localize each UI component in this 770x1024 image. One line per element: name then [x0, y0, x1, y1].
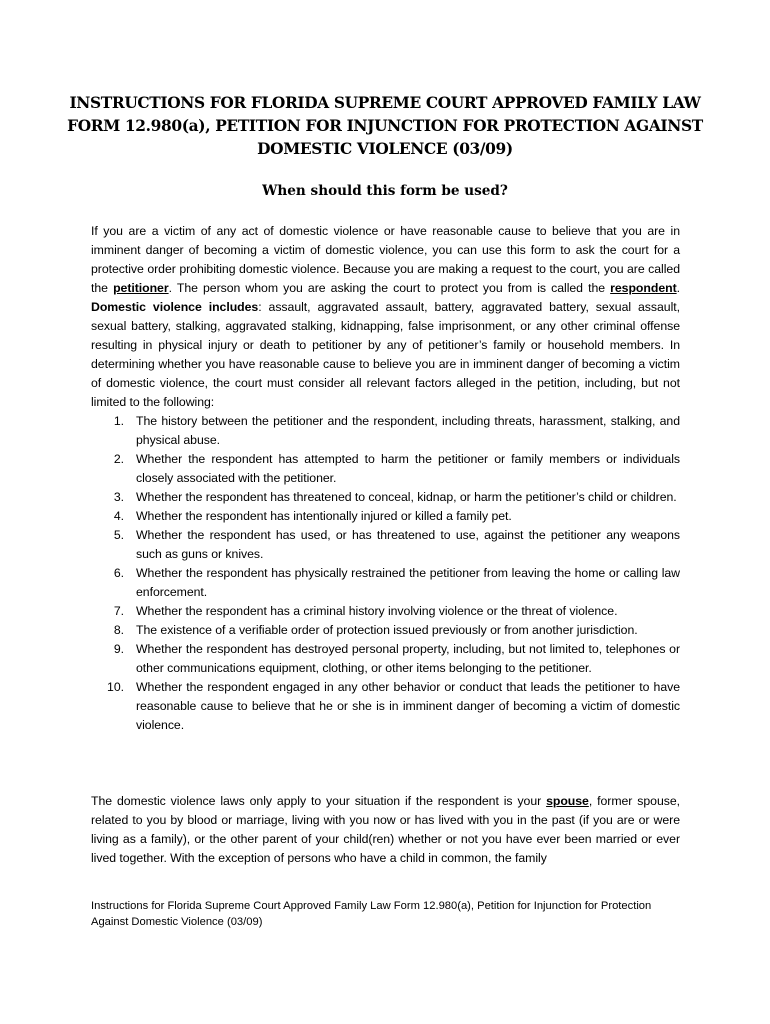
list-item-text: Whether the respondent has used, or has threatened to use, against the petitioner any weapons such as guns or knives.	[136, 528, 680, 561]
list-item-number: 2.	[113, 452, 124, 466]
list-item	[91, 488, 680, 507]
list-item	[91, 526, 680, 564]
list-item-number: 8.	[113, 623, 124, 637]
respondent-term: respondent	[610, 281, 677, 295]
list-item-number: 3.	[113, 490, 124, 504]
section-heading: When should this form be used?	[262, 183, 508, 199]
list-item	[91, 412, 680, 450]
scope-text-1: The domestic violence laws only apply to your situation if the respondent is your	[91, 794, 547, 808]
scope-text-2: , former spouse, related to you by blood or marriage, living with you now or has lived with you in the past (if you are or were living as a family), or the other parent of your child(ren) whether or not you have ever been married or ever lived together. With the exception of persons who have a child in common, the family	[91, 794, 680, 865]
petitioner-term: petitioner	[113, 281, 169, 295]
intro-text-3: .	[676, 281, 680, 295]
list-item	[91, 678, 680, 735]
list-item-text: The history between the petitioner and the respondent, including threats, harassment, stalking, and physical abuse.	[136, 414, 680, 447]
intro-text-4: : assault, aggravated assault, battery, aggravated battery, sexual assault, sexual battery, stalking, aggravated stalking, kidnapping, false imprisonment, or any other criminal offense resulting in physical injury or death to petitioner by any of petitioner’s family or household members. In determining whether you have reasonable cause to believe you are in imminent danger of becoming a victim of domestic violence, the court must consider all relevant factors alleged in the petition, including, but not limited to the following:	[91, 300, 680, 409]
list-item-text: Whether the respondent engaged in any other behavior or conduct that leads the petitioner to have reasonable cause to believe that he or she is in imminent danger of becoming a victim of domestic violence.	[136, 680, 680, 732]
intro-text-2: . The person whom you are asking the court to protect you from is called the	[168, 281, 611, 295]
intro-text-1: If you are a victim of any act of domestic violence or have reasonable cause to believe that you are in imminent danger of becoming a victim of domestic violence, you can use this form to ask the court for a protective order prohibiting domestic violence. Because you are making a request to the court, you are called the	[91, 224, 680, 295]
list-item	[91, 640, 680, 678]
spouse-term: spouse	[546, 794, 589, 808]
list-item-number: 6.	[113, 566, 124, 580]
list-item-text: Whether the respondent has destroyed personal property, including, but not limited to, telephones or other communications equipment, clothing, or other items belonging to the petitioner.	[136, 642, 680, 675]
list-item-text: Whether the respondent has intentionally injured or killed a family pet.	[136, 509, 512, 523]
list-item-number: 10.	[107, 680, 124, 694]
list-item-number: 5.	[113, 528, 124, 542]
list-item-text: Whether the respondent has threatened to conceal, kidnap, or harm the petitioner’s child or children.	[136, 490, 677, 504]
list-item-number: 7.	[113, 604, 124, 618]
factors-list	[91, 412, 680, 735]
list-item	[91, 450, 680, 488]
dv-includes-label: Domestic violence includes	[91, 300, 259, 314]
list-item	[91, 602, 680, 621]
page-footer: Instructions for Florida Supreme Court Approved Family Law Form 12.980(a), Petition for Injunction for Protection Against Domestic Violence (03/09)	[91, 900, 652, 928]
list-item-text: Whether the respondent has attempted to harm the petitioner or family members or individuals closely associated with the petitioner.	[136, 452, 680, 485]
list-item-number: 9.	[113, 642, 124, 656]
list-item	[91, 507, 680, 526]
list-item	[91, 621, 680, 640]
scope-paragraph	[91, 792, 680, 868]
list-item-number: 4.	[113, 509, 124, 523]
list-item	[91, 564, 680, 602]
document-title: INSTRUCTIONS FOR FLORIDA SUPREME COURT APPROVED FAMILY LAW FORM 12.980(a), PETITION FOR INJUNCTION FOR PROTECTION AGAINST DOMESTIC VIOLENCE (03/09)	[67, 94, 703, 158]
list-item-number: 1.	[113, 414, 124, 428]
list-item-text: Whether the respondent has physically restrained the petitioner from leaving the home or calling law enforcement.	[136, 566, 680, 599]
intro-paragraph	[91, 222, 680, 412]
list-item-text: The existence of a verifiable order of protection issued previously or from another jurisdiction.	[136, 623, 638, 637]
list-item-text: Whether the respondent has a criminal history involving violence or the threat of violence.	[136, 604, 618, 618]
